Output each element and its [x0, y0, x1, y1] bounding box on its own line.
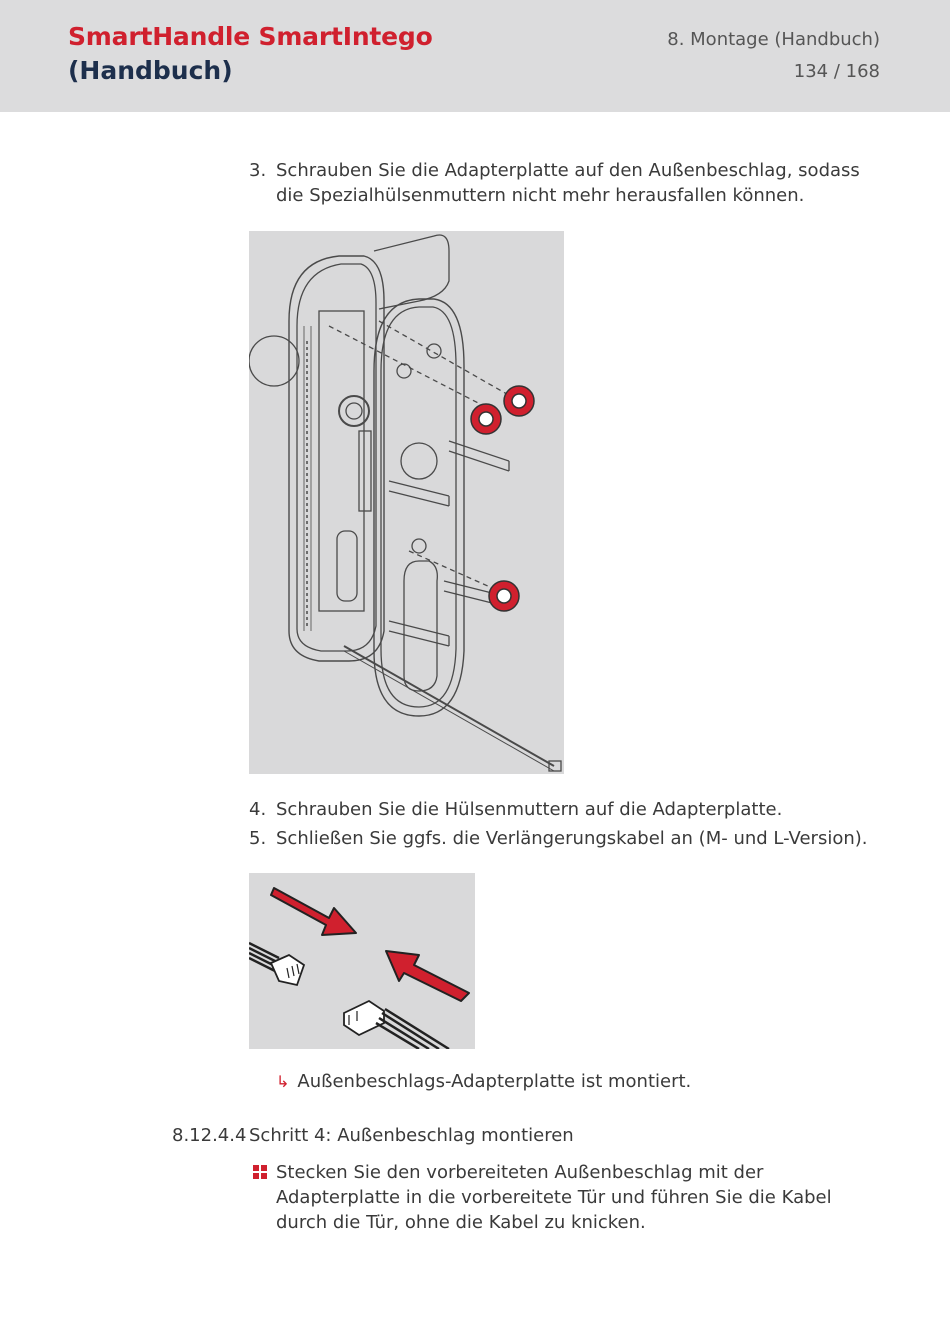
step-3 — [249, 158, 869, 208]
section-title: Schritt 4: Außenbeschlag montieren — [249, 1125, 574, 1146]
step-number: 4. — [249, 799, 267, 820]
step-4 — [249, 797, 869, 822]
section-number: 8.12.4.4 — [172, 1125, 247, 1146]
step-number: 3. — [249, 160, 267, 181]
result-arrow-icon: ↳ — [276, 1072, 290, 1091]
step-text: Schrauben Sie die Adapterplatte auf den Außenbeschlag, sodass die Spezialhülsenmuttern nicht mehr herausfallen können. — [276, 160, 860, 206]
step-number: 5. — [249, 828, 267, 849]
page-number: 134 / 168 — [793, 61, 880, 82]
result-text: Außenbeschlags-Adapterplatte ist montiert. — [297, 1071, 692, 1092]
document-title: SmartHandle SmartIntego — [68, 22, 433, 51]
document-subtitle: (Handbuch) — [68, 56, 233, 85]
step-text: Schrauben Sie die Hülsenmuttern auf die Adapterplatte. — [276, 799, 783, 820]
action-item — [249, 1160, 879, 1235]
step-text: Schließen Sie ggfs. die Verlängerungskabel an (M- und L-Version). — [276, 828, 868, 849]
result-line — [276, 1071, 691, 1092]
action-text: Stecken Sie den vorbereiteten Außenbeschlag mit der Adapterplatte in die vorbereitete Tür und führen Sie die Kabel durch die Tür, ohne die Kabel zu knicken. — [276, 1162, 832, 1233]
chapter-label: 8. Montage (Handbuch) — [667, 29, 880, 50]
action-bullet-icon — [253, 1165, 267, 1179]
cable-connector-illustration — [249, 873, 475, 1049]
page-header — [0, 0, 950, 112]
adapter-plate-illustration — [249, 231, 564, 774]
step-5 — [249, 826, 869, 851]
